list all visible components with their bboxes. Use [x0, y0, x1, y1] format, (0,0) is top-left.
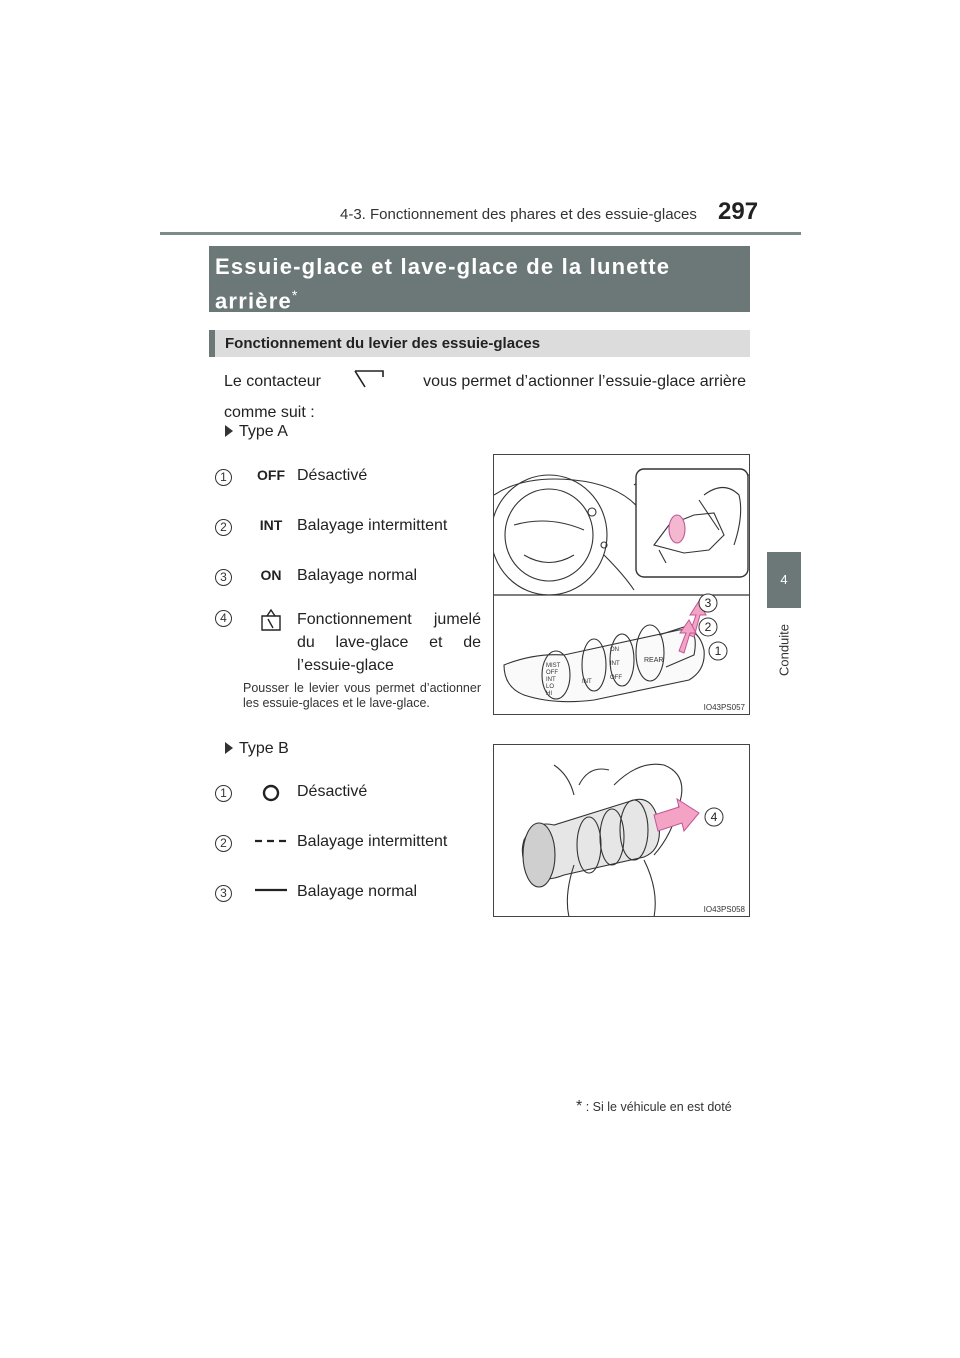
lever-text-off: OFF [546, 670, 558, 676]
callout-3: 3 [704, 596, 712, 610]
item-number: 4 [215, 610, 232, 627]
item-number: 2 [215, 519, 232, 536]
lever-text-int: INT [546, 677, 556, 683]
rear-wiper-switch-icon [347, 368, 397, 399]
footnote [576, 1098, 732, 1116]
callout-2: 2 [704, 620, 712, 634]
footnote-mark: * [576, 1098, 583, 1115]
lever-text-on: ON [610, 647, 619, 653]
figure-code: IO43PS057 [703, 703, 745, 712]
lever-text-int2: INT [582, 679, 592, 685]
item-number: 1 [215, 469, 232, 486]
section-header: 4-3. Fonctionnement des phares et des essuie-glaces [340, 206, 697, 223]
header-rule [160, 232, 801, 235]
hand-on-lever-illustration [522, 764, 682, 917]
item-desc: Balayage intermittent [297, 833, 448, 850]
item-desc: Balayage normal [297, 883, 418, 900]
intro-part2: vous permet d’actionner l’essuie-glace arrière [423, 373, 746, 390]
item-desc: Balayage normal [297, 567, 418, 584]
callout-1: 1 [714, 644, 722, 658]
lever-text-rear: REAR [644, 657, 664, 664]
triangle-bullet-icon [225, 742, 233, 754]
intro-line2: comme suit : [224, 404, 315, 421]
item-number: 1 [215, 785, 232, 802]
figure-type-b [493, 744, 750, 917]
subheading: Fonctionnement du levier des essuie-glaces [209, 330, 750, 357]
off-symbol: OFF [257, 467, 285, 483]
item-desc: Balayage intermittent [297, 517, 448, 534]
lever-text-off2: OFF [610, 675, 622, 681]
intro-paragraph [224, 368, 746, 426]
title-asterisk: * [291, 287, 299, 303]
page-title-text: Essuie-glace et lave-glace de la lunette arrière [215, 254, 671, 314]
triangle-bullet-icon [225, 425, 233, 437]
washer-icon [253, 608, 289, 635]
item-desc: Désactivé [297, 783, 368, 800]
type-a-heading: Type A [225, 423, 288, 441]
item-number: 2 [215, 835, 232, 852]
lever-text-int3: INT [610, 661, 620, 667]
solid-line-icon [253, 883, 289, 904]
lever-text-hi: HI [546, 691, 552, 697]
page-title [209, 246, 750, 312]
item-desc: Désactivé [297, 467, 368, 484]
chapter-label: Conduite [776, 623, 792, 677]
item-number: 3 [215, 569, 232, 586]
int-symbol: INT [259, 517, 283, 533]
intro-part1: Le contacteur [224, 373, 321, 390]
push-lever-note: Pousser le levier vous permet d’actionner les essuie-glaces et le lave-glace. [243, 681, 481, 710]
footnote-text: : Si le véhicule en est doté [585, 1100, 732, 1114]
zoom-inset [636, 469, 748, 577]
circle-icon [253, 783, 289, 810]
item-number: 3 [215, 885, 232, 902]
lever-illustration [504, 625, 704, 702]
type-b-heading: Type B [225, 740, 289, 758]
chapter-number: 4 [780, 572, 788, 587]
page-number: 297 [718, 198, 759, 225]
washer-item-desc: Fonctionnement jumelé du lave-glace et de l’essuie-glace [297, 611, 481, 674]
figure-type-a [493, 454, 750, 715]
dashed-line-icon [253, 833, 289, 854]
on-symbol: ON [260, 567, 282, 583]
lever-text-mist: MIST [546, 663, 561, 669]
callout-4: 4 [710, 810, 718, 824]
chapter-tab [767, 552, 801, 608]
figure-code: IO43PS058 [703, 905, 745, 914]
push-arrow [654, 799, 699, 831]
lever-text-lo: LO [546, 684, 555, 690]
